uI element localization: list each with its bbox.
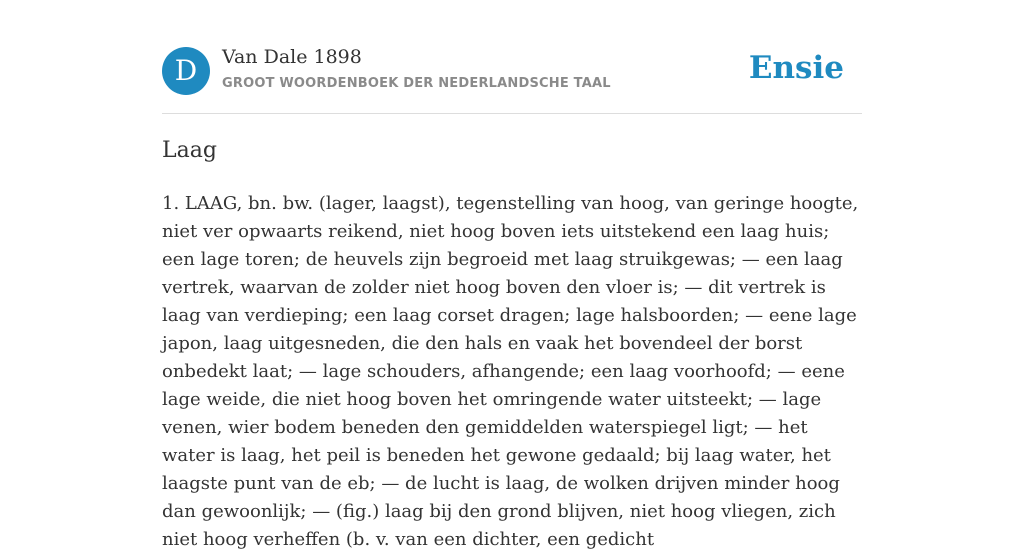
entry-definition: 1. LAAG, bn. bw. (lager, laagst), tegenstelling van hoog, van geringe hoogte, niet ver opwaarts reikend, niet hoog boven iets uitstekend een laag huis; een lage toren; de heuvels zijn begroeid met laag struikgewas; — een laag vertrek, waarvan de zolder niet hoog boven den vloer is; — dit vertrek is laag van verdieping; een laag corset dragen; lage halsboorden; — eene lage japon, laag uitgesneden, die den hals en vaak het bovendeel der borst onbedekt laat; — lage schouders, afhangende; een laag voorhoofd; — eene lage weide, die niet hoog boven het omringende water uitsteekt; — lage venen, wier bodem beneden den gemiddelden waterspiegel ligt; — het water is laag, het peil is beneden het gewone gedaald; bij laag water, het laagste punt van de eb; — de lucht is laag, de wolken drijven minder hoog dan gewoonlijk; — (fig.) laag bij den grond blijven, niet hoog vliegen, zich niet hoog verheffen (b. v. van een dichter, een gedicht	[162, 193, 859, 550]
dictionary-badge-icon[interactable]: D	[162, 47, 210, 95]
entry-title: Laag	[162, 138, 217, 163]
header-divider	[162, 113, 862, 114]
dictionary-title[interactable]: Van Dale 1898	[222, 46, 362, 68]
ensie-logo-link[interactable]: Ensie	[748, 50, 844, 86]
dictionary-subtitle: GROOT WOORDENBOEK DER NEDERLANDSCHE TAAL	[222, 76, 611, 91]
dictionary-header	[162, 46, 862, 96]
